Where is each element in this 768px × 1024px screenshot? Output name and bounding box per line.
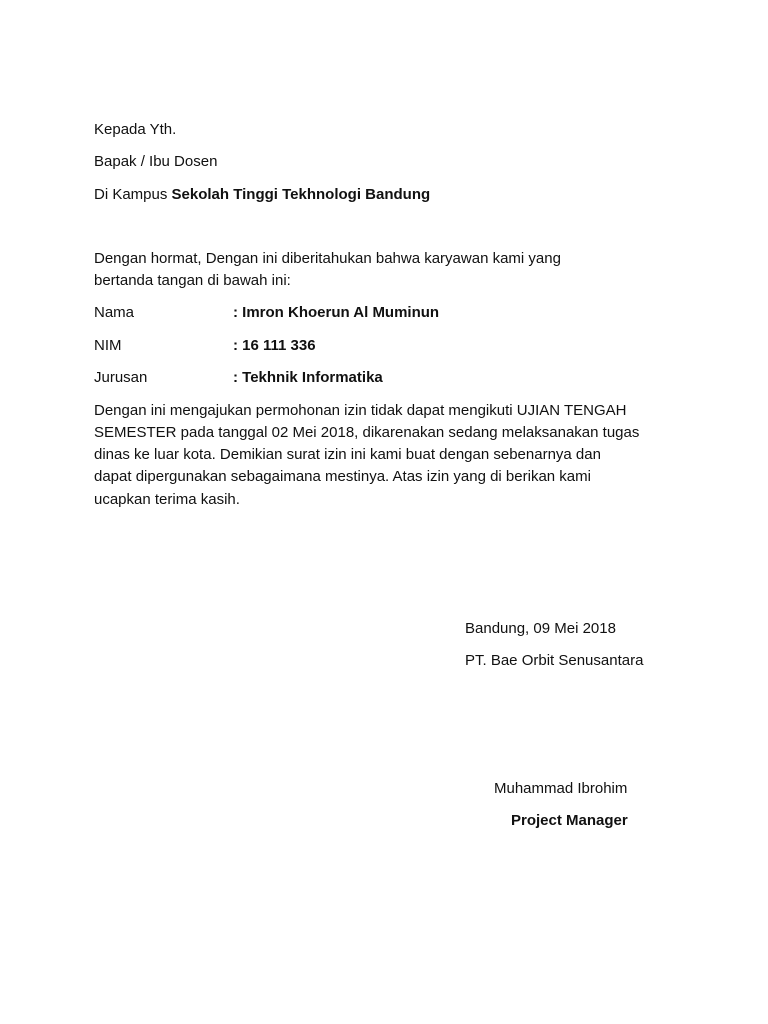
recipient-institution: Sekolah Tinggi Tekhnologi Bandung [171,186,431,203]
field-value-nim: : 16 111 336 [233,337,316,354]
recipient-line-3 [94,184,430,206]
intro-line-1: Dengan hormat, Dengan ini diberitahukan bahwa karyawan kami yang [94,250,561,267]
body-line-1: Dengan ini mengajukan permohonan izin tidak dapat mengikuti UJIAN TENGAH [94,402,627,419]
body-line-2: SEMESTER pada tanggal 02 Mei 2018, dikarenakan sedang melaksanakan tugas [94,424,640,441]
signer-name: Muhammad Ibrohim [494,780,628,797]
signer-title: Project Manager [511,812,628,829]
body-line-4: dapat dipergunakan sebagaimana mestinya. Atas izin yang di berikan kami [94,468,591,485]
recipient-line-2: Bapak / Ibu Dosen [94,153,218,170]
recipient-line-1: Kepada Yth. [94,121,177,138]
body-line-5: ucapkan terima kasih. [94,491,240,508]
recipient-location-prefix: Di Kampus [94,186,172,203]
field-label-jurusan: Jurusan [94,369,148,386]
body-line-3: dinas ke luar kota. Demikian surat izin ini kami buat dengan sebenarnya dan [94,446,601,463]
place-date: Bandung, 09 Mei 2018 [465,620,616,637]
field-value-jurusan: : Tekhnik Informatika [233,369,383,386]
field-label-nama: Nama [94,304,135,321]
intro-line-2: bertanda tangan di bawah ini: [94,272,291,289]
field-label-nim: NIM [94,337,122,354]
field-value-nama: : Imron Khoerun Al Muminun [233,304,440,321]
company-name: PT. Bae Orbit Senusantara [465,652,644,669]
